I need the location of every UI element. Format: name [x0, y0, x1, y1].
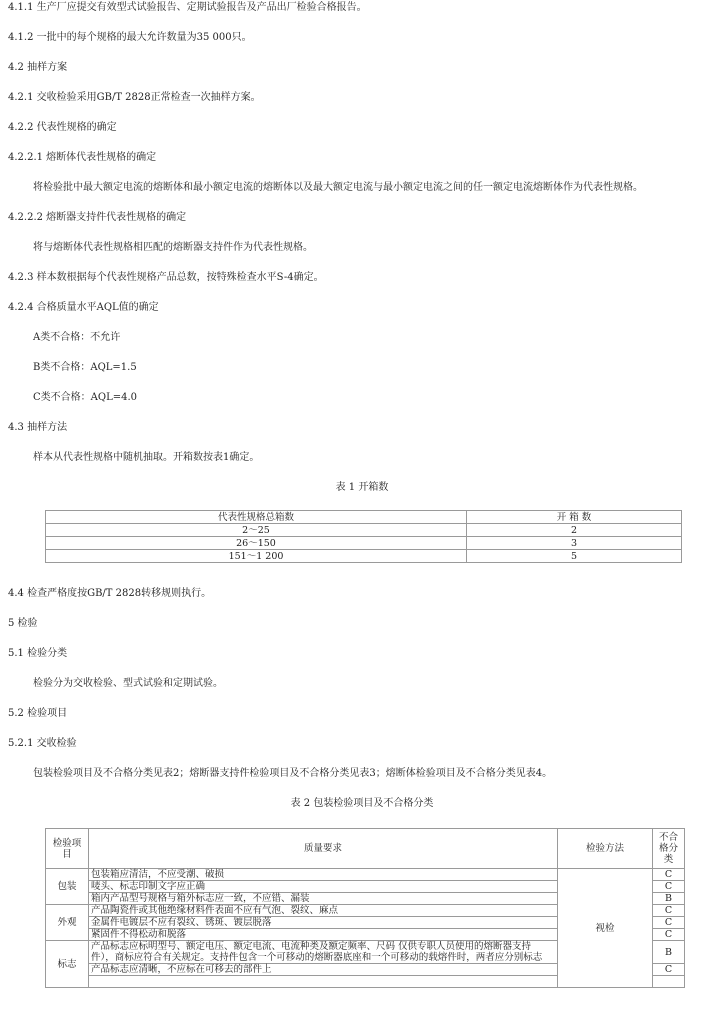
aql-class-c: C类不合格：AQL=4.0 [33, 392, 137, 403]
class-cell: C [653, 881, 685, 893]
heading-5: 5 检验 [8, 618, 38, 629]
method-cell: 视检 [558, 869, 653, 988]
class-cell: C [653, 929, 685, 941]
table1-cell: 2～25 [46, 524, 467, 537]
requirement-cell: 产品陶瓷件或其他绝缘材料件表面不应有气泡、裂纹、麻点 [89, 905, 558, 917]
table1-header-opened: 开 箱 数 [467, 511, 682, 524]
group-label-packaging: 包装 [46, 869, 89, 905]
paragraph-fuse-link-spec: 将检验批中最大额定电流的熔断体和最小额定电流的熔断体以及最大额定电流与最小额定电流之间的任一额定电流熔断体作为代表性规格。 [33, 182, 643, 193]
clause-4-1-2: 4.1.2 一批中的每个规格的最大允许数量为35 000只。 [8, 32, 252, 43]
requirement-cell: 箱内产品型号规格与箱外标志应一致，不应错、漏装 [89, 893, 558, 905]
requirement-cell: 金属件电镀层不应有裂纹、锈斑、镀层脱落 [89, 917, 558, 929]
paragraph-fuse-holder-spec: 将与熔断体代表性规格相匹配的熔断器支持件作为代表性规格。 [33, 242, 313, 253]
table2 [45, 828, 685, 988]
class-cell: C [653, 964, 685, 976]
requirement-cell: 包装箱应清洁，不应受潮、破损 [89, 869, 558, 881]
class-cell: C [653, 905, 685, 917]
table1-caption: 表 1 开箱数 [335, 482, 389, 493]
table2-header-method: 检验方法 [558, 829, 653, 869]
requirement-cell: 紧固件不得松动和脱落 [89, 929, 558, 941]
clause-4-2-1: 4.2.1 交收检验采用GB/T 2828正常检查一次抽样方案。 [8, 92, 261, 103]
requirement-cell: 唛头、标志印制文字应正确 [89, 881, 558, 893]
paragraph-delivery-inspection: 包装检验项目及不合格分类见表2；熔断器支持件检验项目及不合格分类见表3；熔断体检验项目及不合格分类见表4。 [33, 768, 553, 779]
table1-header-boxes: 代表性规格总箱数 [46, 511, 467, 524]
class-cell [653, 976, 685, 988]
heading-5-2: 5.2 检验项目 [8, 708, 68, 719]
class-cell: C [653, 869, 685, 881]
table-row [46, 869, 685, 881]
table1-header-row [46, 511, 682, 524]
heading-4-3: 4.3 抽样方法 [8, 422, 68, 433]
group-label-appearance: 外观 [46, 905, 89, 941]
requirement-cell: 产品标志应清晰，不应标在可移去的部件上 [89, 964, 558, 976]
paragraph-sampling-method: 样本从代表性规格中随机抽取。开箱数按表1确定。 [33, 452, 260, 463]
table1 [45, 510, 682, 563]
clause-4-2-3: 4.2.3 样本数根据每个代表性规格产品总数，按特殊检查水平S-4确定。 [8, 272, 324, 283]
aql-class-b: B类不合格：AQL=1.5 [33, 362, 137, 373]
table-row [46, 524, 682, 537]
table2-header-item: 检验项目 [46, 829, 89, 869]
class-cell: C [653, 917, 685, 929]
table1-cell: 5 [467, 550, 682, 563]
table1-cell: 2 [467, 524, 682, 537]
table2-caption: 表 2 包装检验项目及不合格分类 [290, 798, 434, 809]
class-cell: B [653, 941, 685, 964]
clause-4-1-1: 4.1.1 生产厂应提交有效型式试验报告、定期试验报告及产品出厂检验合格报告。 [8, 2, 367, 13]
heading-4-2: 4.2 抽样方案 [8, 62, 68, 73]
table-row [46, 550, 682, 563]
aql-class-a: A类不合格：不允许 [33, 332, 121, 343]
group-label-marking: 标志 [46, 941, 89, 988]
heading-4-2-2: 4.2.2 代表性规格的确定 [8, 122, 117, 133]
table2-header-requirement: 质量要求 [89, 829, 558, 869]
paragraph-inspection-types: 检验分为交收检验、型式试验和定期试验。 [33, 678, 223, 689]
table1-cell: 3 [467, 537, 682, 550]
table2-header-row [46, 829, 685, 869]
requirement-cell [89, 976, 558, 988]
heading-4-2-4: 4.2.4 合格质量水平AQL值的确定 [8, 302, 159, 313]
class-cell: B [653, 893, 685, 905]
heading-5-1: 5.1 检验分类 [8, 648, 68, 659]
heading-4-2-2-1: 4.2.2.1 熔断体代表性规格的确定 [8, 152, 157, 163]
requirement-cell: 产品标志应标明型号、额定电压、额定电流、电流种类及额定频率、尺码 仅供专职人员使用的熔断器支持件），商标应符合有关规定。支持件包含一个可移动的熔断器底座和一个可移动的载熔件时，两者应分别标志 [89, 941, 558, 964]
table-row [46, 537, 682, 550]
heading-4-2-2-2: 4.2.2.2 熔断器支持件代表性规格的确定 [8, 212, 187, 223]
table2-header-class: 不合格分类 [653, 829, 685, 869]
table1-cell: 151～1 200 [46, 550, 467, 563]
heading-5-2-1: 5.2.1 交收检验 [8, 738, 77, 749]
clause-4-4: 4.4 检查严格度按GB/T 2828转移规则执行。 [8, 588, 212, 599]
table1-cell: 26～150 [46, 537, 467, 550]
